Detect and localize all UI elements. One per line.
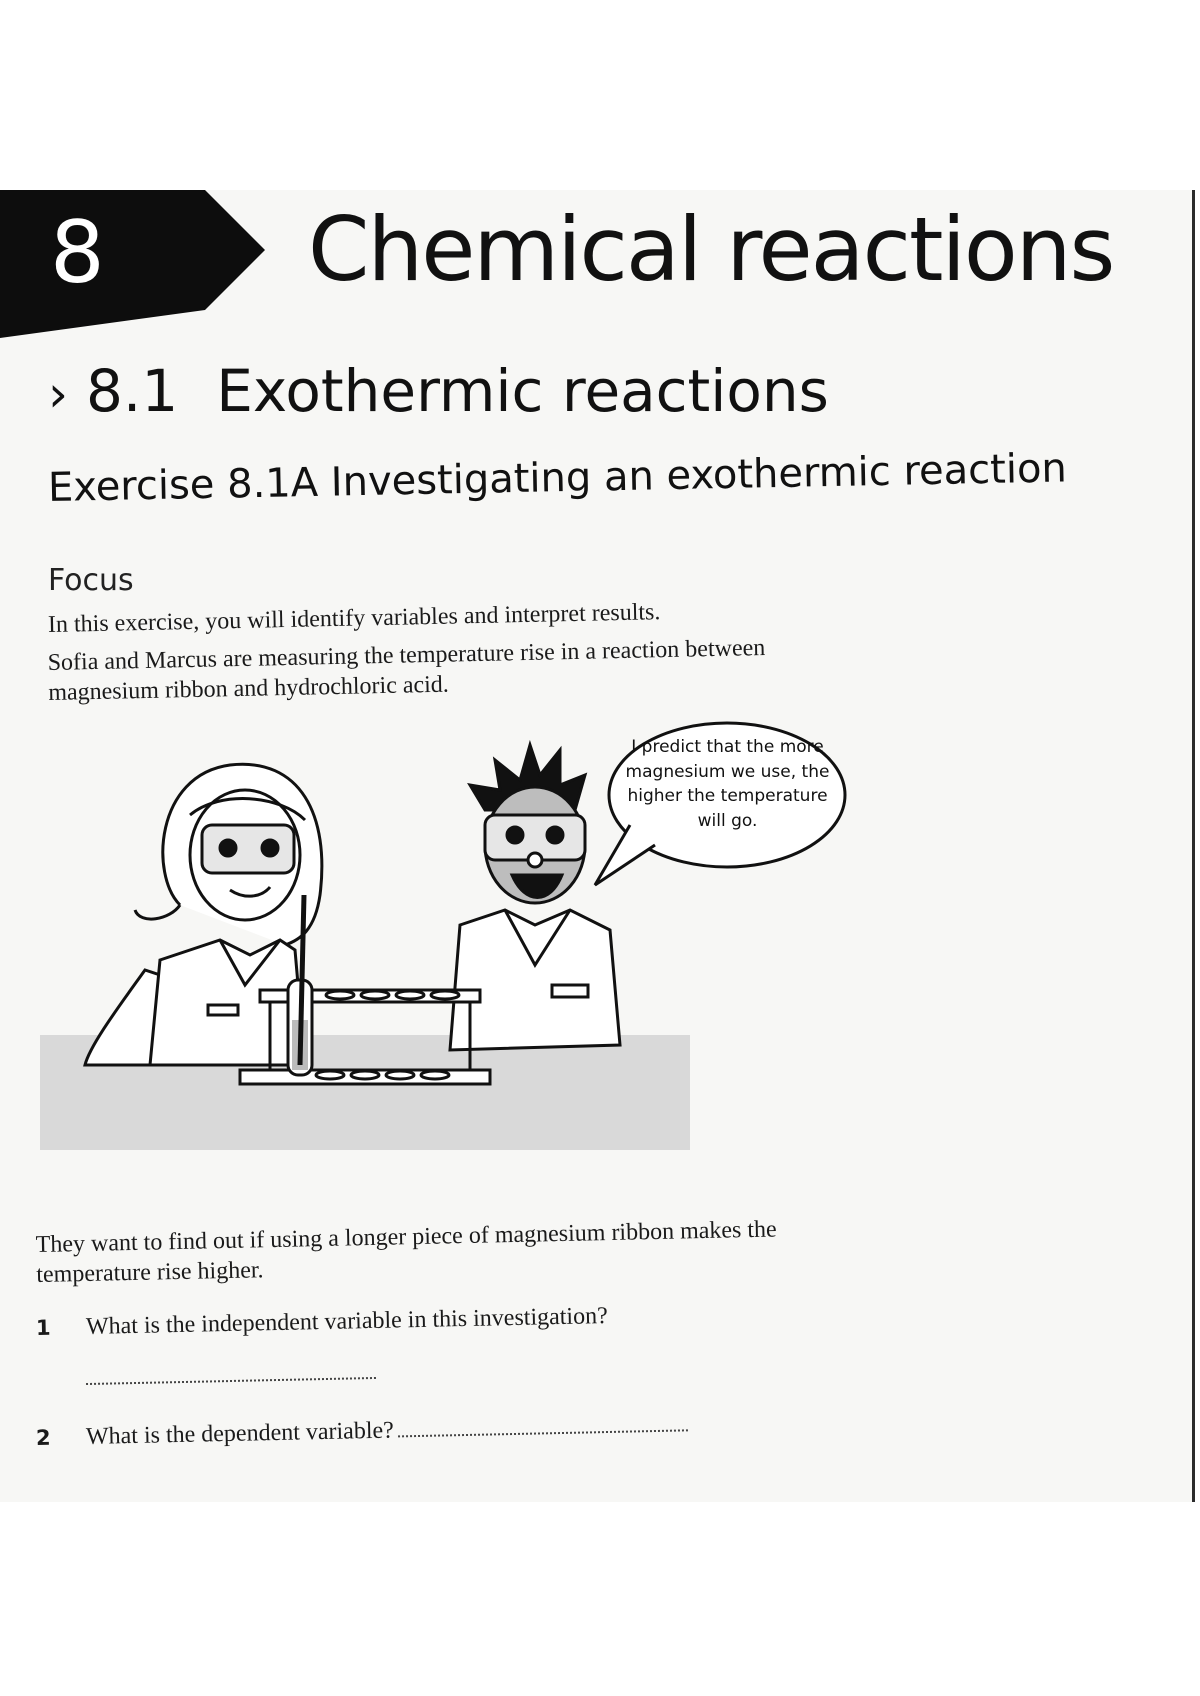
question-number: 2 xyxy=(35,1425,51,1450)
question-1 xyxy=(36,1303,608,1342)
section-title: Exothermic reactions xyxy=(216,357,829,425)
marcus-figure xyxy=(450,745,620,1050)
focus-context: Sofia and Marcus are measuring the temperature rise in a reaction between magnesium ribbon and hydrochloric acid. xyxy=(47,634,766,706)
exercise-title: Exercise 8.1A Investigating an exothermic reaction xyxy=(47,445,1068,511)
chapter-tab-arrow xyxy=(0,190,270,338)
question-text: What is the dependent variable? xyxy=(85,1417,395,1450)
task-aim: They want to find out if using a longer piece of magnesium ribbon makes the temperature rise higher. xyxy=(35,1216,777,1288)
textbook-page xyxy=(0,190,1195,1502)
answer-line-2[interactable] xyxy=(398,1425,688,1437)
answer-line-1[interactable] xyxy=(86,1377,376,1385)
speech-bubble-text: I predict that the more magnesium we use, the higher the temperature will go. xyxy=(625,737,830,831)
chevron-right-icon: › xyxy=(48,365,68,423)
question-text: What is the independent variable in this investigation? xyxy=(85,1303,608,1340)
chapter-title: Chemical reactions xyxy=(308,198,1114,301)
chapter-tab xyxy=(0,190,270,338)
focus-intro: In this exercise, you will identify variables and interpret results. xyxy=(47,599,661,638)
section-number: 8.1 xyxy=(86,357,179,425)
question-2 xyxy=(36,1411,688,1452)
chapter-number: 8 xyxy=(50,203,105,303)
question-number: 1 xyxy=(35,1315,51,1340)
sofia-figure xyxy=(85,764,322,1065)
focus-label: Focus xyxy=(48,563,134,598)
section-heading xyxy=(48,357,829,425)
